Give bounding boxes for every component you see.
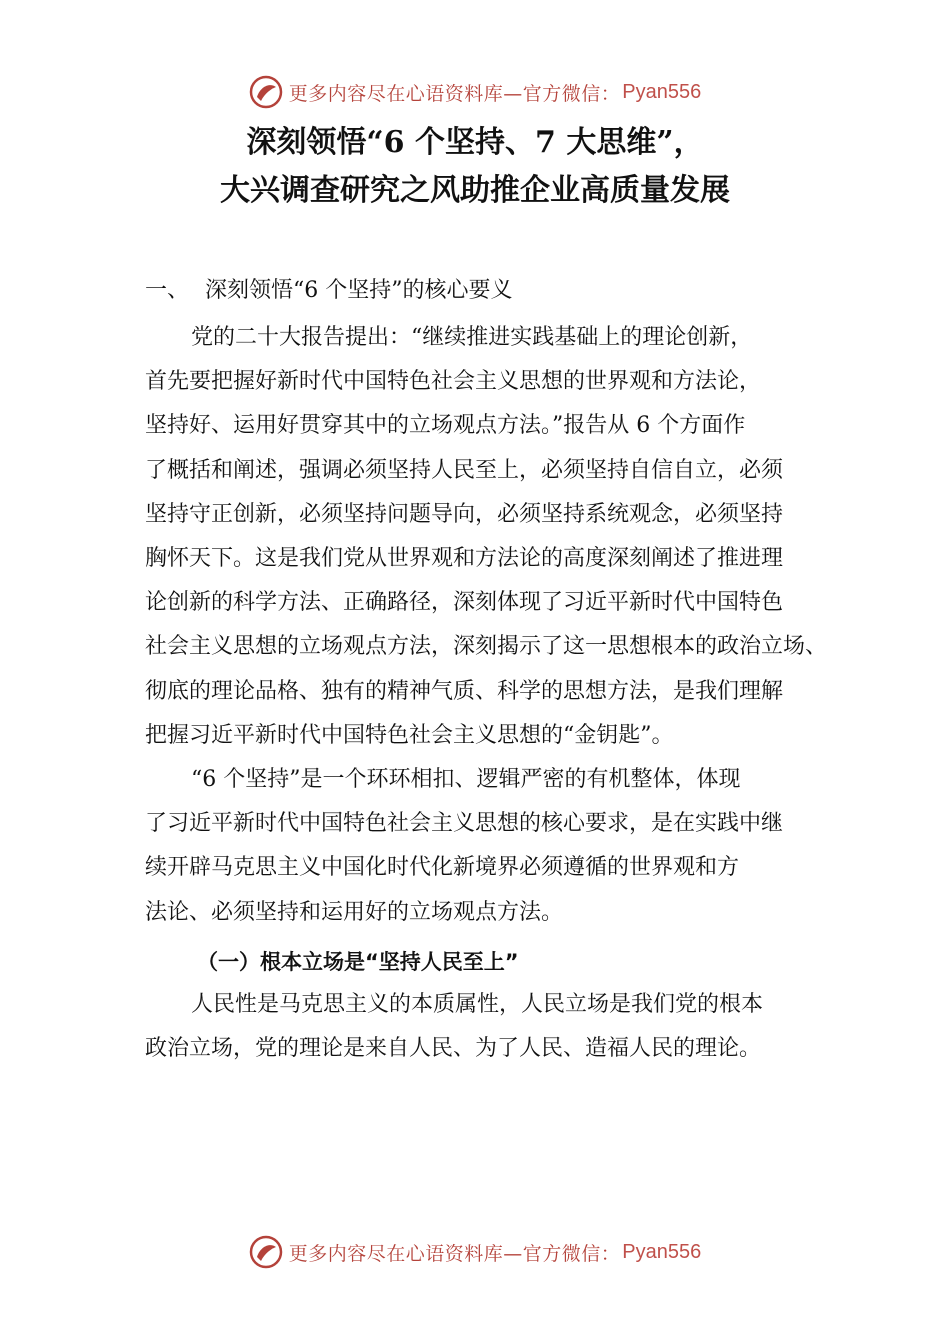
section-heading (145, 274, 513, 308)
paragraph (145, 758, 845, 935)
section-heading-text: 深刻领悟“6 个坚持”的核心要义 (205, 278, 513, 303)
logo-icon (249, 75, 283, 109)
watermark-header (0, 72, 950, 112)
paragraph-line: 续开辟马克思主义中国化时代化新境界必须遵循的世界观和方 (145, 855, 740, 881)
watermark-wechat-id: Pyan556 (622, 1240, 702, 1263)
paragraph (145, 316, 845, 758)
paragraph-line: “6 个坚持”是一个环环相扣、逻辑严密的有机整体，体现 (191, 767, 741, 792)
paragraph-line: 社会主义思想的立场观点方法，深刻揭示了这一思想根本的政治立场、 (145, 634, 828, 660)
section-number: 一、 (145, 278, 190, 303)
paragraph-line: 坚持好、运用好贯穿其中的立场观点方法。”报告从 6 个方面作 (145, 413, 746, 439)
watermark-wechat-id: Pyan556 (622, 80, 702, 103)
paragraph (145, 983, 845, 1071)
paragraph-line: 把握习近平新时代中国特色社会主义思想的“金钥匙”。 (145, 722, 674, 748)
paragraph-line: 政治立场，党的理论是来自人民、为了人民、造福人民的理论。 (145, 1036, 762, 1062)
paragraph-line: 胸怀天下。这是我们党从世界观和方法论的高度深刻阐述了推进理 (145, 545, 784, 571)
watermark-footer (0, 1232, 950, 1272)
document-title-line-1: 深刻领悟“6 个坚持、7 大思维”， (246, 125, 704, 160)
paragraph-line: 论创新的科学方法、正确路径，深刻体现了习近平新时代中国特色 (145, 590, 784, 616)
subsection-heading: （一）根本立场是“坚持人民至上” (197, 950, 519, 974)
paragraph-line: 了习近平新时代中国特色社会主义思想的核心要求，是在实践中继 (145, 811, 784, 837)
paragraph-line: 首先要把握好新时代中国特色社会主义思想的世界观和方法论， (145, 369, 762, 395)
watermark-text: 更多内容尽在心语资料库—官方微信： (288, 82, 621, 105)
paragraph-line: 法论、必须坚持和运用好的立场观点方法。 (145, 899, 564, 925)
paragraph-line: 党的二十大报告提出：“继续推进实践基础上的理论创新， (191, 325, 753, 350)
paragraph-line: 坚持守正创新，必须坚持问题导向，必须坚持系统观念，必须坚持 (145, 501, 784, 527)
document-title-line-2: 大兴调查研究之风助推企业高质量发展 (220, 173, 730, 208)
paragraph-line: 了概括和阐述，强调必须坚持人民至上，必须坚持自信自立，必须 (145, 457, 784, 483)
paragraph-line: 彻底的理论品格、独有的精神气质、科学的思想方法，是我们理解 (145, 678, 784, 704)
watermark-text: 更多内容尽在心语资料库—官方微信： (288, 1242, 621, 1265)
logo-icon (249, 1235, 283, 1269)
paragraph-line: 人民性是马克思主义的本质属性，人民立场是我们党的根本 (191, 992, 764, 1017)
